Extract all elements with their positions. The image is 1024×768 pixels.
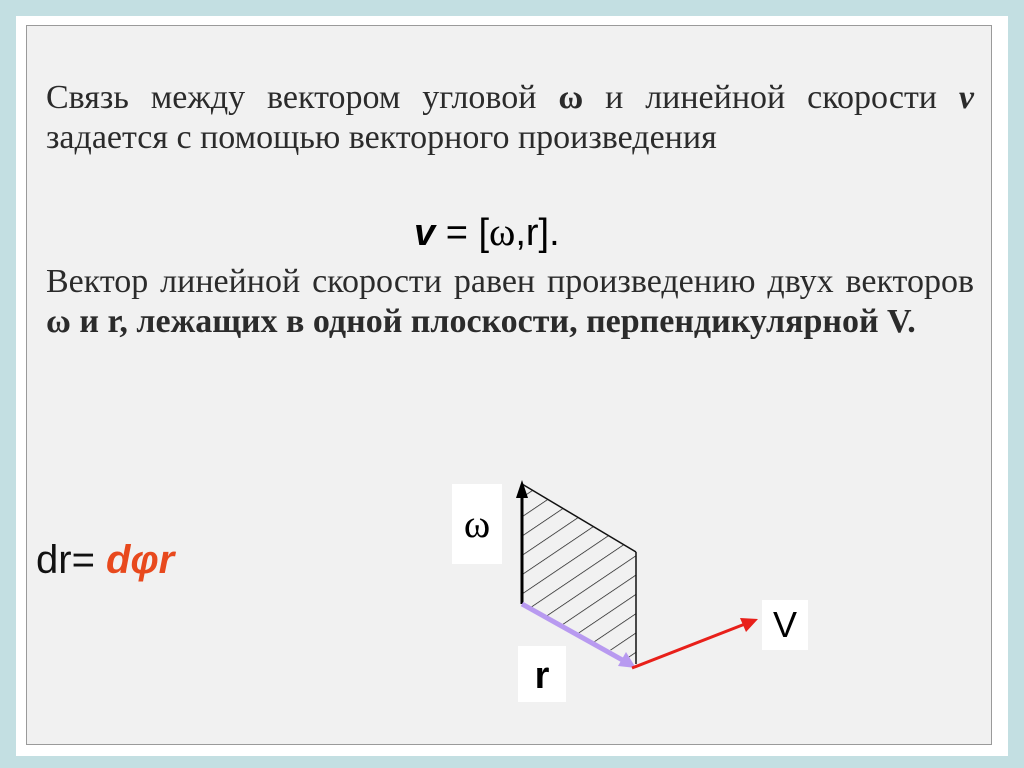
- formula-v: v: [414, 212, 436, 254]
- r-label: r: [518, 646, 566, 702]
- explanation-bold-text: ω и r, лежащих в одной плоскости, перпендикулярной V.: [46, 303, 916, 340]
- omega-symbol: ω: [558, 79, 584, 116]
- v-symbol: v: [958, 79, 974, 116]
- v-vector: [632, 618, 758, 668]
- omega-label: ω: [452, 484, 502, 564]
- explanation-text: Вектор линейной скорости равен произведению двух векторов: [46, 263, 974, 300]
- formula-rest: ,r].: [515, 212, 560, 254]
- formula-eq: = [: [435, 212, 490, 254]
- dr-prefix: dr=: [36, 538, 107, 582]
- intro-text-2: и линейной скорости: [583, 79, 959, 116]
- dr-value: dφr: [106, 538, 175, 582]
- v-label: V: [762, 600, 808, 650]
- formula-omega: ω: [489, 209, 516, 254]
- intro-text-1: Связь между вектором угловой: [46, 79, 559, 116]
- intro-text-3: задается с помощью векторного произведения: [46, 119, 717, 156]
